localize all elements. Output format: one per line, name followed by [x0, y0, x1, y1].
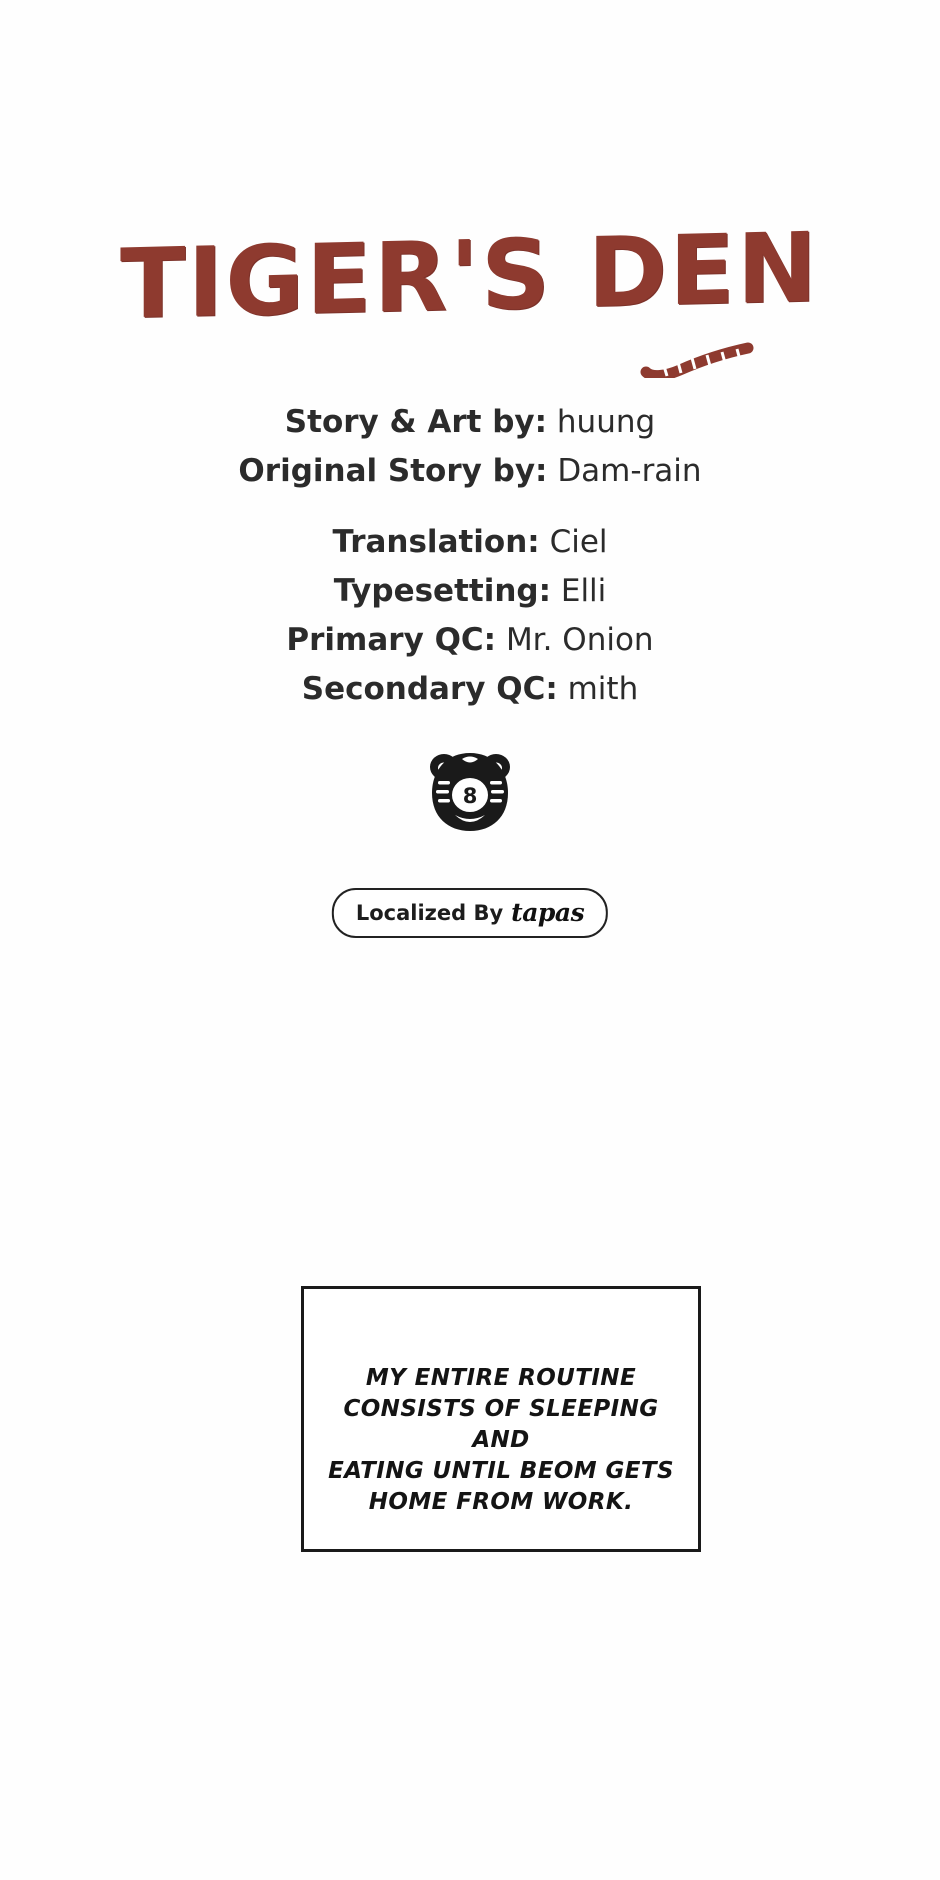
localized-by-label: Localized By — [355, 900, 504, 925]
credit-value: Ciel — [549, 524, 608, 560]
credit-value: mith — [567, 671, 639, 707]
credit-value: huung — [556, 404, 656, 440]
credit-label: Secondary QC: — [301, 671, 558, 707]
credits-main — [0, 518, 940, 714]
page-title: TIGER'S DEN — [120, 211, 820, 341]
credit-line — [0, 665, 940, 714]
tapas-brand-label: tapas — [511, 898, 585, 927]
credit-label: Story & Art by: — [284, 404, 548, 440]
panel-narration-text — [304, 1363, 698, 1518]
comic-panel — [301, 1286, 701, 1552]
credit-label: Typesetting: — [333, 573, 551, 609]
credit-label: Original Story by: — [238, 453, 548, 489]
localized-by-badge[interactable] — [332, 888, 608, 938]
episode-number: 8 — [462, 784, 478, 808]
credit-value: Dam-rain — [557, 453, 702, 489]
tiger-head-icon — [422, 745, 518, 837]
credit-line — [0, 398, 940, 447]
credit-line — [0, 616, 940, 665]
credit-line — [0, 518, 940, 567]
panel-line: EATING UNTIL BEOM GETS — [328, 1458, 674, 1484]
credits-top — [0, 398, 940, 496]
episode-badge — [0, 745, 940, 842]
credit-label: Primary QC: — [286, 622, 497, 658]
tiger-tail-icon — [640, 342, 770, 378]
title-block — [0, 211, 940, 341]
credit-value: Mr. Onion — [505, 622, 654, 658]
credit-line — [0, 567, 940, 616]
panel-line: MY ENTIRE ROUTINE — [365, 1365, 637, 1391]
credit-label: Translation: — [332, 524, 540, 560]
panel-line: CONSISTS OF SLEEPING AND — [343, 1396, 659, 1453]
panel-line: HOME FROM WORK. — [368, 1489, 634, 1515]
credit-line — [0, 447, 940, 496]
credit-value: Elli — [560, 573, 607, 609]
